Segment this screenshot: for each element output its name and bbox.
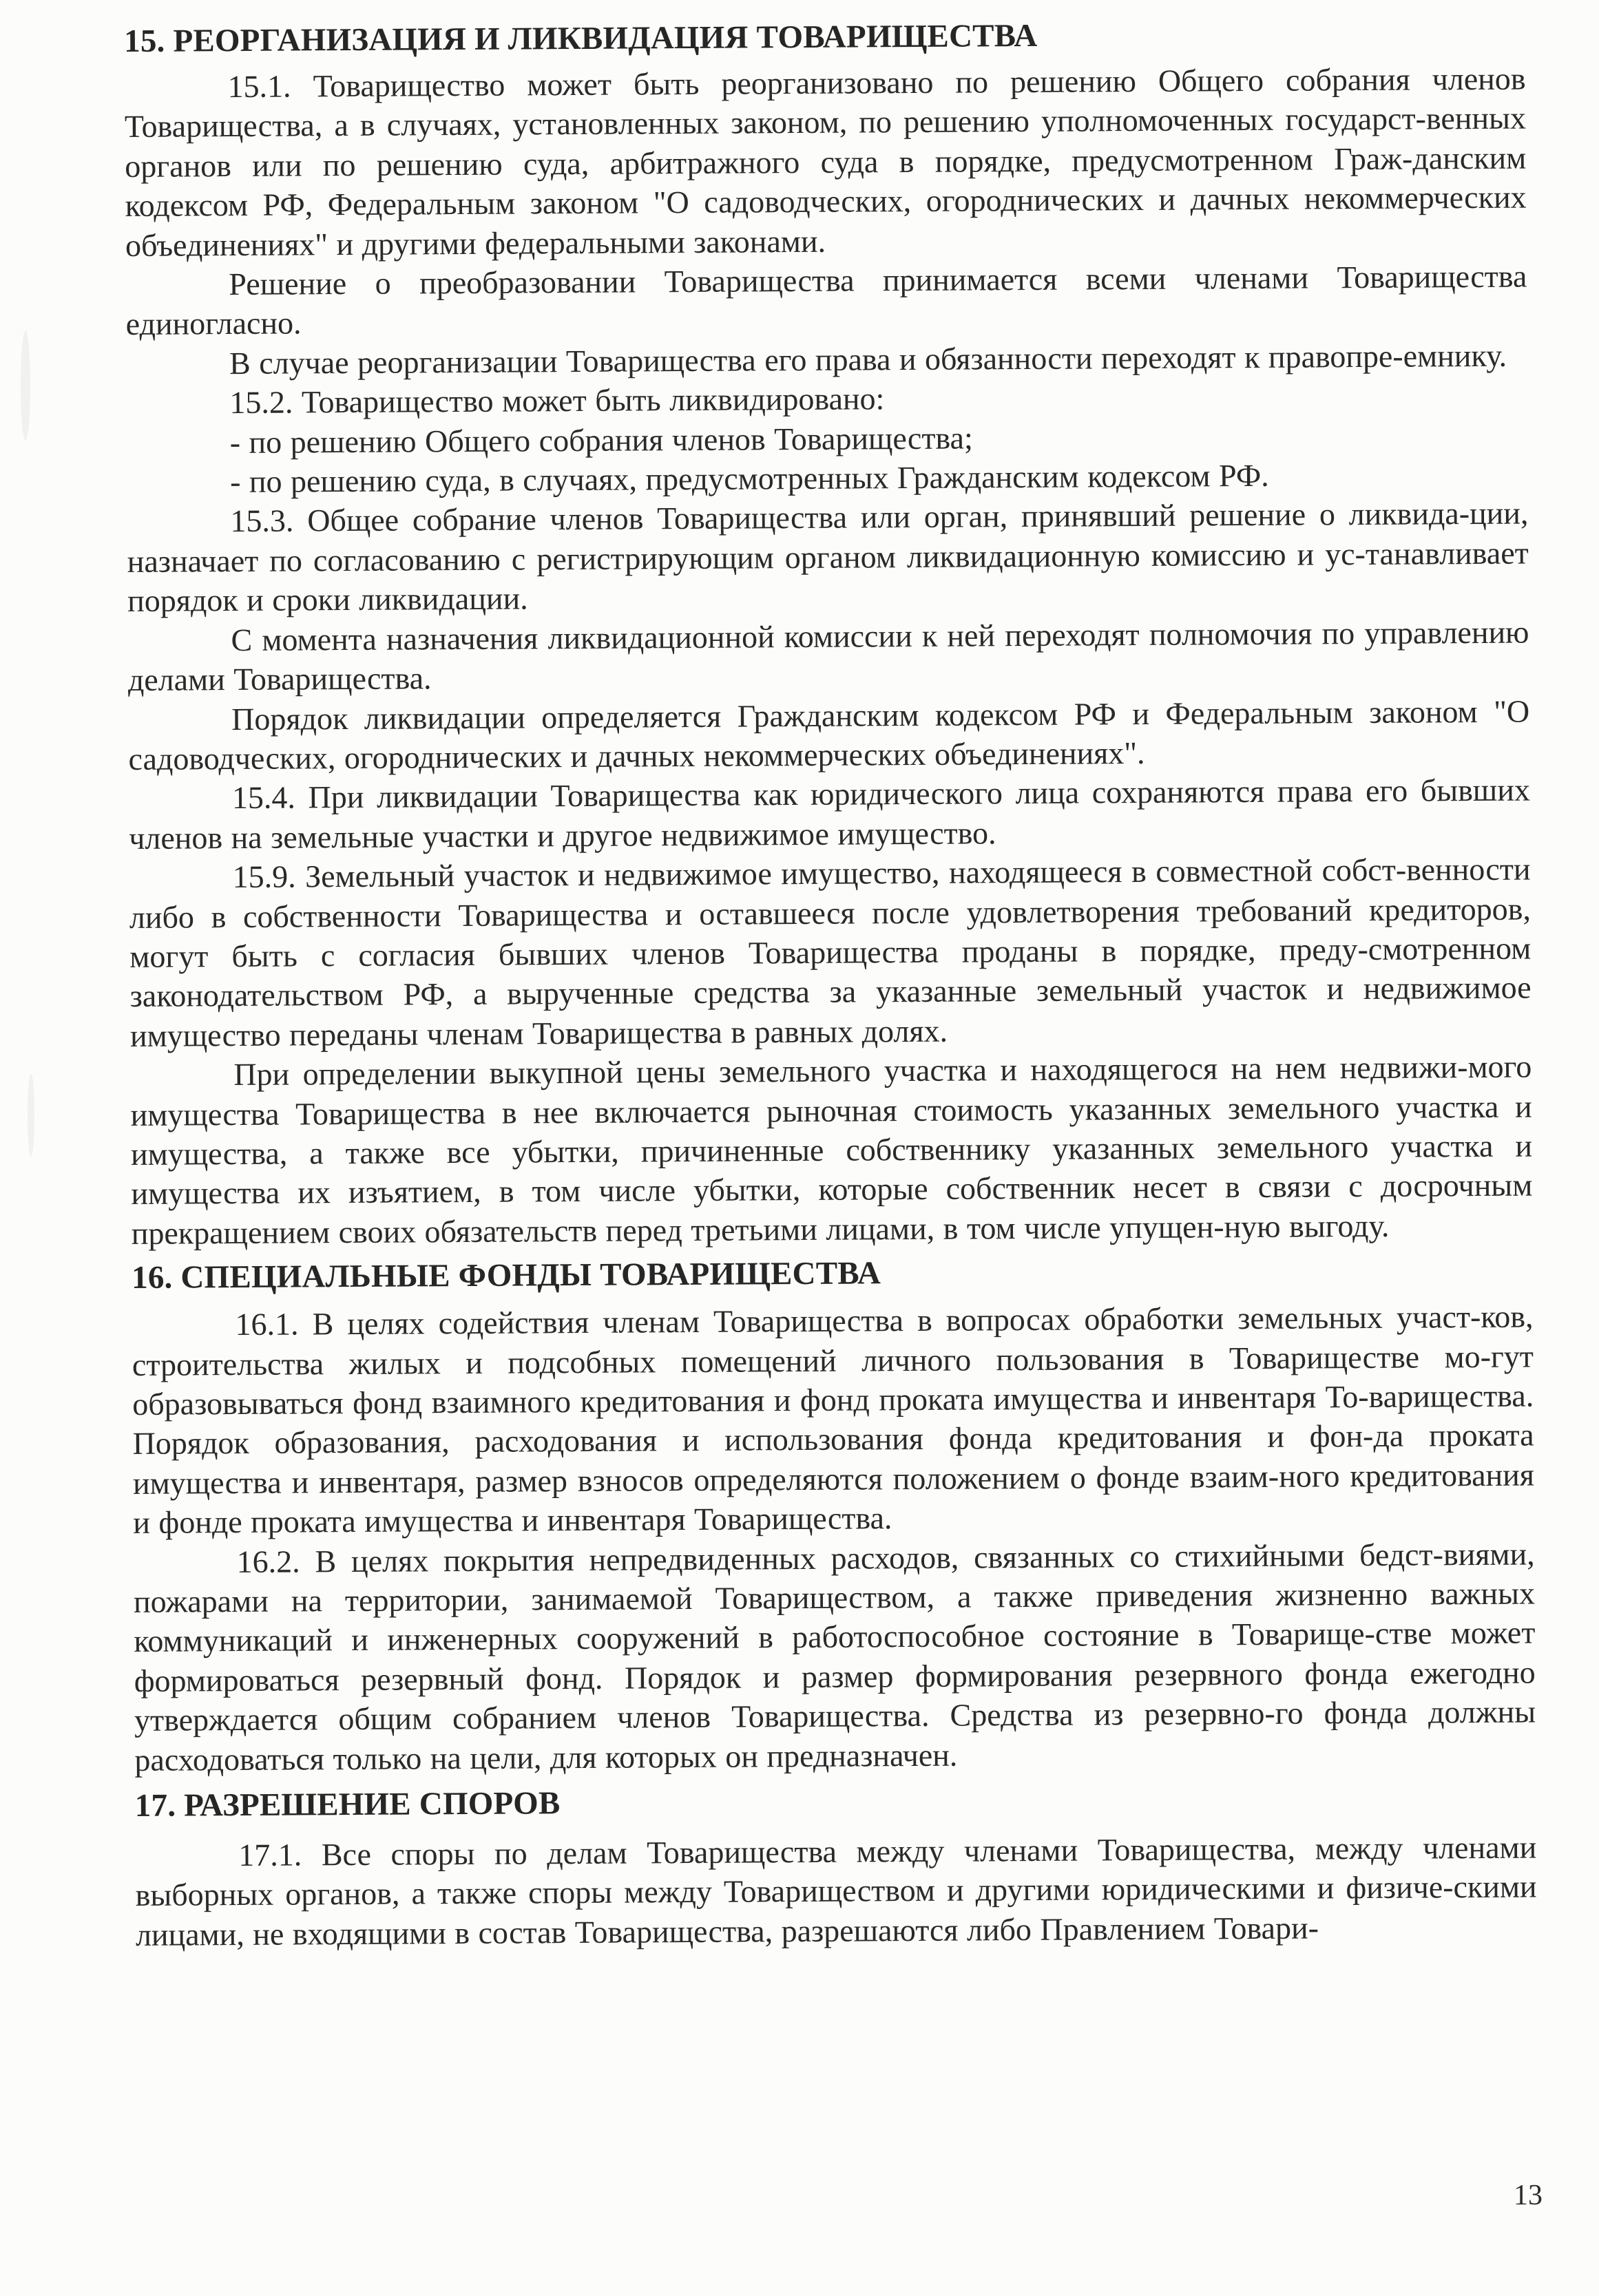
section-heading: 16. СПЕЦИАЛЬНЫЕ ФОНДЫ ТОВАРИЩЕСТВА xyxy=(131,1255,881,1296)
scan-artifact xyxy=(28,1074,34,1157)
paragraph: С момента назначения ликвидационной комиссии к ней переходят полномочия по управлению делами Товарищества. xyxy=(127,614,1529,698)
paragraph-15-1: 15.1. Товарищество может быть реорганизовано по решению Общего собрания членов Товарищества, а в случаях, установленных законом, по решению уполномоченных государст-венных органов или по решению суда, арбитражного суда в порядке, предусмотренном Граж-данским кодексом РФ, Федеральным законом "О садоводческих, огороднических и дачных некоммерческих объединениях" и другими федеральными законами. xyxy=(124,61,1527,263)
paragraph: Решение о преобразовании Товарищества принимается всеми членами Товарищества единогласно. xyxy=(125,258,1527,342)
paragraph-17-1: 17.1. Все споры по делам Товарищества между членами Товарищества, между членами выборных органов, а также споры между Товариществом и другими юридическими и физиче-скими лицами, не входящими в состав Товарищества, разрешаются либо Правлением Товари- xyxy=(135,1829,1537,1952)
list-item: - по решению Общего собрания членов Товарищества; xyxy=(229,420,973,460)
scan-artifact xyxy=(21,330,30,441)
section-heading: 15. РЕОРГАНИЗАЦИЯ И ЛИКВИДАЦИЯ ТОВАРИЩЕСТВА xyxy=(124,17,1038,59)
paragraph-16-2: 16.2. В целях покрытия непредвиденных расходов, связанных со стихийными бедст-виями, пожарами на территории, занимаемой Товариществом, а также приведения жизненно важных коммуникаций и инженерных сооружений в работоспособное состояние в Товарище-стве может формироваться резервный фонд. Порядок и размер формирования резервного фонда ежегодно утверждается общим собранием членов Товарищества. Средства из резервно-го фонда должны расходоваться только на цели, для которых он предназначен. xyxy=(133,1536,1536,1778)
list-item: - по решению суда, в случаях, предусмотренных Гражданским кодексом РФ. xyxy=(229,457,1269,500)
section-heading: 17. РАЗРЕШЕНИЕ СПОРОВ xyxy=(134,1785,561,1824)
paragraph-16-1: 16.1. В целях содействия членам Товарищества в вопросах обработки земельных участ-ков, строительства жилых и подсобных помещений личного пользования в Товариществе мо-гут образовываться фонд взаимного кредитования и фонд проката имущества и инвентаря То-варищества. Порядок образования, расходования и использования фонда кредитования и фон-да проката имущества и инвентаря, размер взносов определяются положением о фонде взаим-ного кредитования и фонде проката имущества и инвентаря Товарищества. xyxy=(132,1298,1535,1541)
page-content xyxy=(124,12,1537,1955)
paragraph: При определении выкупной цены земельного участка и находящегося на нем недвижи-мого имущества Товарищества в нее включается рыночная стоимость указанных земельного участка и имущества, а также все убытки, причиненные собственнику указанных земельного участка и имущества их изъятием, в том числе убытки, которые собственник несет в связи с досрочным прекращением своих обязательств перед третьими лицами, в том числе упущен-ную выгоду. xyxy=(130,1049,1533,1251)
section-17-dispute-resolution xyxy=(135,1777,1537,1955)
page-number: 13 xyxy=(1514,2180,1543,2211)
paragraph: Порядок ликвидации определяется Гражданским кодексом РФ и Федеральным законом "О садоводческих, огороднических и дачных некоммерческих объединениях". xyxy=(128,693,1530,777)
paragraph-15-2: 15.2. Товарищество может быть ликвидировано: xyxy=(229,381,885,421)
paragraph: В случае реорганизации Товарищества его права и обязанности переходят к правопре-емнику. xyxy=(229,337,1507,381)
paragraph-15-9: 15.9. Земельный участок и недвижимое имущество, находящееся в совместной собст-венности либо в собственности Товарищества и оставшееся после удовлетворения требований кредиторов, могут быть с согласия бывших членов Товарищества проданы в порядке, преду-смотренном законодательством РФ, а вырученные средства за указанные земельный участок и недвижимое имущество переданы членам Товарищества в равных долях. xyxy=(129,851,1532,1053)
paragraph-15-3: 15.3. Общее собрание членов Товарищества или орган, принявший решение о ликвида-ции, назначает по согласованию с регистрирующим органом ликвидационную комиссию и ус-танавливает порядок и сроки ликвидации. xyxy=(127,496,1529,619)
section-15-reorganization-liquidation xyxy=(124,12,1533,1254)
section-16-special-funds xyxy=(132,1249,1536,1780)
paragraph-15-4: 15.4. При ликвидации Товарищества как юридического лица сохраняются права его бывших членов на земельные участки и другое недвижимое имущество. xyxy=(129,772,1531,856)
